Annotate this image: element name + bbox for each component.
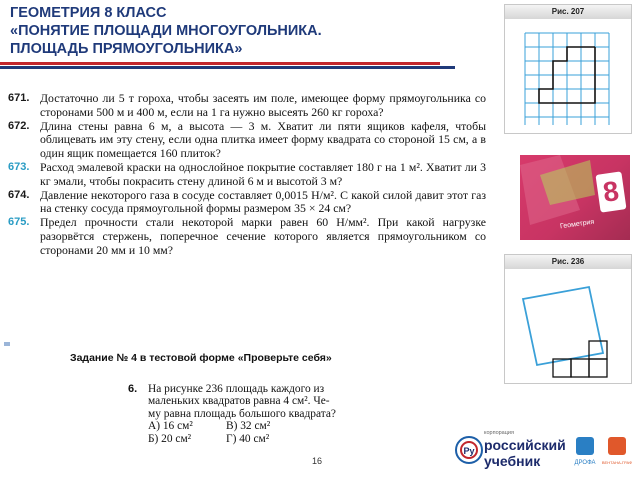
russian-textbook-logo (455, 428, 566, 472)
problem-number: 672. (8, 119, 30, 132)
brand-a: ДРОФА (574, 460, 596, 466)
problem-673 (8, 161, 486, 188)
problem-text: Предел прочности стали некоторой марки равен 60 Н/мм². При какой нагрузке разорвётся стержень, поперечное сечение которого является прямоугольником со сторонами 20 мм и 10 мм? (40, 215, 486, 257)
answer-option-b: Б) 20 см² (148, 432, 192, 445)
answer-option-v: В) 32 см² (226, 420, 271, 433)
figure-236-drawing (505, 269, 631, 383)
figure-207-grid (505, 19, 631, 133)
textbook-cover-image (520, 155, 630, 240)
logo-badge: Ру (463, 446, 475, 456)
figure-236-tilted-square (523, 287, 603, 365)
problem-675 (8, 216, 486, 257)
logo-emblem-icon (455, 432, 483, 468)
figure-207-title: Рис. 207 (505, 5, 631, 19)
ventana-logo-icon (608, 437, 626, 455)
slide-marker (4, 342, 10, 346)
title-line-1: ГЕОМЕТРИЯ 8 КЛАСС (10, 5, 167, 21)
problem-list (8, 92, 486, 258)
textbook-title: Геометрия (559, 218, 595, 231)
page-title (10, 4, 480, 58)
task-question (128, 383, 364, 445)
title-underline-blue (0, 66, 455, 69)
problem-number: 674. (8, 188, 30, 201)
logo-line-2: учебник (484, 453, 541, 469)
textbook-grade-badge: 8 (595, 171, 626, 212)
problem-text: Давление некоторого газа в сосуде составляет 0,0015 Н/м². С какой силой давит этот газ на стенку сосуда прямоугольной формы размером 35 × 24 см? (40, 187, 486, 216)
brand-b: ВЕНТАНА-ГРАФ (601, 460, 632, 465)
task-heading: Задание № 4 в тестовой форме «Проверьте себя» (70, 352, 332, 364)
problem-number: 675. (8, 216, 30, 229)
publisher-logos (570, 433, 632, 469)
answer-options (148, 420, 364, 445)
drofa-logo-icon (576, 437, 594, 455)
page-number: 16 (312, 456, 323, 466)
task-line-1: На рисунке 236 площадь каждого из (148, 383, 325, 395)
answer-option-g: Г) 40 см² (226, 432, 270, 445)
figure-236-title: Рис. 236 (505, 255, 631, 269)
problem-674 (8, 189, 486, 216)
task-number: 6. (128, 383, 138, 395)
problem-text: Длина стены равна 6 м, а высота — 3 м. Хватит ли пяти ящиков кафеля, чтобы облицевать им эту стену, если одна плитка имеет форму квадрата со стороной 15 см, а в один ящик помещается 160 плиток? (40, 118, 486, 160)
logo-caption: корпорация (484, 430, 514, 436)
logo-line-1: российский (484, 437, 566, 453)
title-underline-red (0, 62, 440, 65)
problem-672 (8, 120, 486, 161)
problem-number: 673. (8, 160, 30, 173)
title-line-3: ПЛОЩАДЬ ПРЯМОУГОЛЬНИКА» (10, 41, 243, 57)
figure-207 (504, 4, 632, 134)
task-line-3: му равна площадь большого квадрата? (148, 407, 336, 420)
title-line-2: «ПОНЯТИЕ ПЛОЩАДИ МНОГОУГОЛЬНИКА. (10, 23, 322, 39)
problem-text: Достаточно ли 5 т гороха, чтобы засеять им поле, имеющее форму прямоугольника со сторонами 500 м и 400 м, если на 1 га нужно высеять 260 кг гороха? (40, 91, 486, 119)
problem-number: 671. (8, 92, 30, 104)
problem-text: Расход эмалевой краски на однослойное покрытие составляет 180 г на 1 м². Хватит ли 3 кг эмали, чтобы покрасить стену длиной 6 м и высотой 3 м? (40, 159, 486, 188)
figure-236 (504, 254, 632, 384)
answer-option-a: А) 16 см² (148, 420, 193, 433)
task-line-2: маленьких квадратов равна 4 см². Че- (148, 395, 330, 408)
problem-671 (8, 92, 486, 119)
